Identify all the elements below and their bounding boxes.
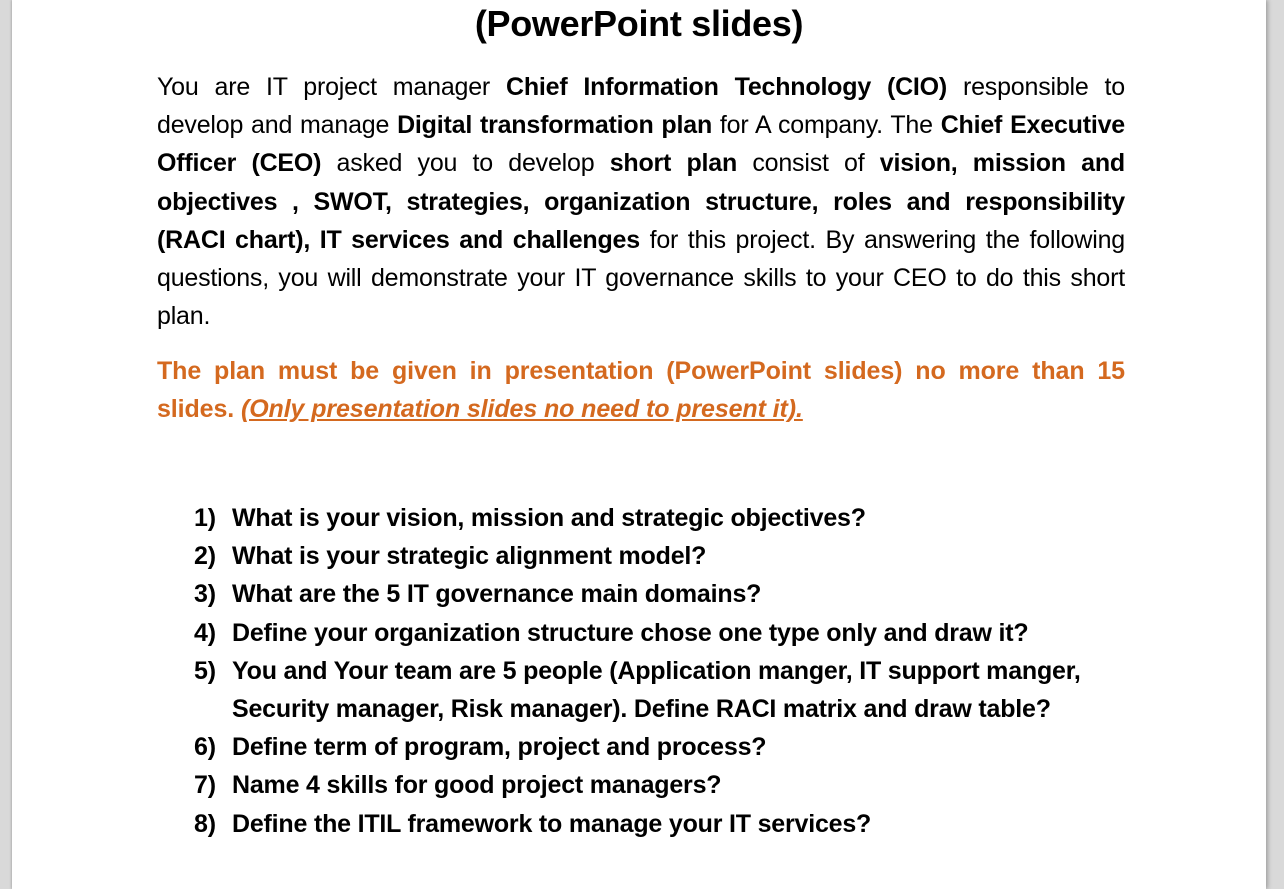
- question-text: Define the ITIL framework to manage your IT services?: [232, 809, 872, 838]
- note-main: The plan must be given in presentation (PowerPoint slides) no more than 15 slides.: [157, 357, 1125, 424]
- question-number: 5): [194, 656, 216, 685]
- intro-text: responsible to develop and manage: [157, 73, 1125, 140]
- note-underlined: (Only presentation slides no need to present it).: [240, 395, 803, 424]
- question-number: 4): [194, 618, 216, 647]
- intro-bold: short plan: [609, 149, 738, 178]
- intro-bold: Chief Executive Officer (CEO): [157, 111, 1126, 178]
- list-item: [194, 805, 1134, 843]
- intro-paragraph: [157, 68, 1125, 335]
- document-page: [12, 0, 1266, 889]
- list-item: [194, 728, 1134, 766]
- list-item: [194, 537, 1134, 575]
- question-number: 2): [194, 542, 216, 571]
- list-item: [194, 614, 1134, 652]
- question-number: 7): [194, 771, 216, 800]
- intro-bold: vision, mission and objectives , SWOT, strategies, organization structure, roles and responsibility (RACI chart), IT services and challenges: [157, 149, 1125, 254]
- question-text: What is your vision, mission and strategic objectives?: [232, 504, 866, 532]
- question-number: 1): [194, 504, 216, 532]
- list-item: [194, 575, 1134, 613]
- question-number: 6): [194, 733, 216, 762]
- question-text: Name 4 skills for good project managers?: [232, 771, 722, 800]
- intro-text: for A company. The: [712, 111, 941, 140]
- intro-bold: Digital transformation plan: [397, 111, 713, 140]
- list-item: [194, 652, 1134, 728]
- list-item: [194, 499, 1134, 537]
- question-text: You and Your team are 5 people (Application manger, IT support manger, Security manager, Risk manager). Define RACI matrix and draw table?: [232, 656, 1081, 724]
- questions-list: [194, 499, 1134, 843]
- list-item: [194, 766, 1134, 804]
- intro-text: You are IT project manager: [157, 73, 506, 101]
- question-text: What are the 5 IT governance main domains?: [232, 580, 762, 609]
- intro-text: asked you to develop: [321, 149, 610, 178]
- page-title: (PowerPoint slides): [474, 3, 804, 44]
- question-text: What is your strategic alignment model?: [232, 542, 707, 571]
- presentation-note: [157, 352, 1125, 428]
- intro-text: for this project. By answering the following questions, you will demonstrate your IT governance skills to your CEO to do this short plan.: [157, 225, 1125, 331]
- question-text: Define term of program, project and process?: [232, 733, 767, 762]
- intro-bold: Chief Information Technology (CIO): [505, 73, 948, 101]
- question-number: 8): [194, 809, 216, 838]
- question-number: 3): [194, 580, 216, 609]
- intro-text: consist of: [737, 149, 880, 178]
- question-text: Define your organization structure chose one type only and draw it?: [232, 618, 1029, 647]
